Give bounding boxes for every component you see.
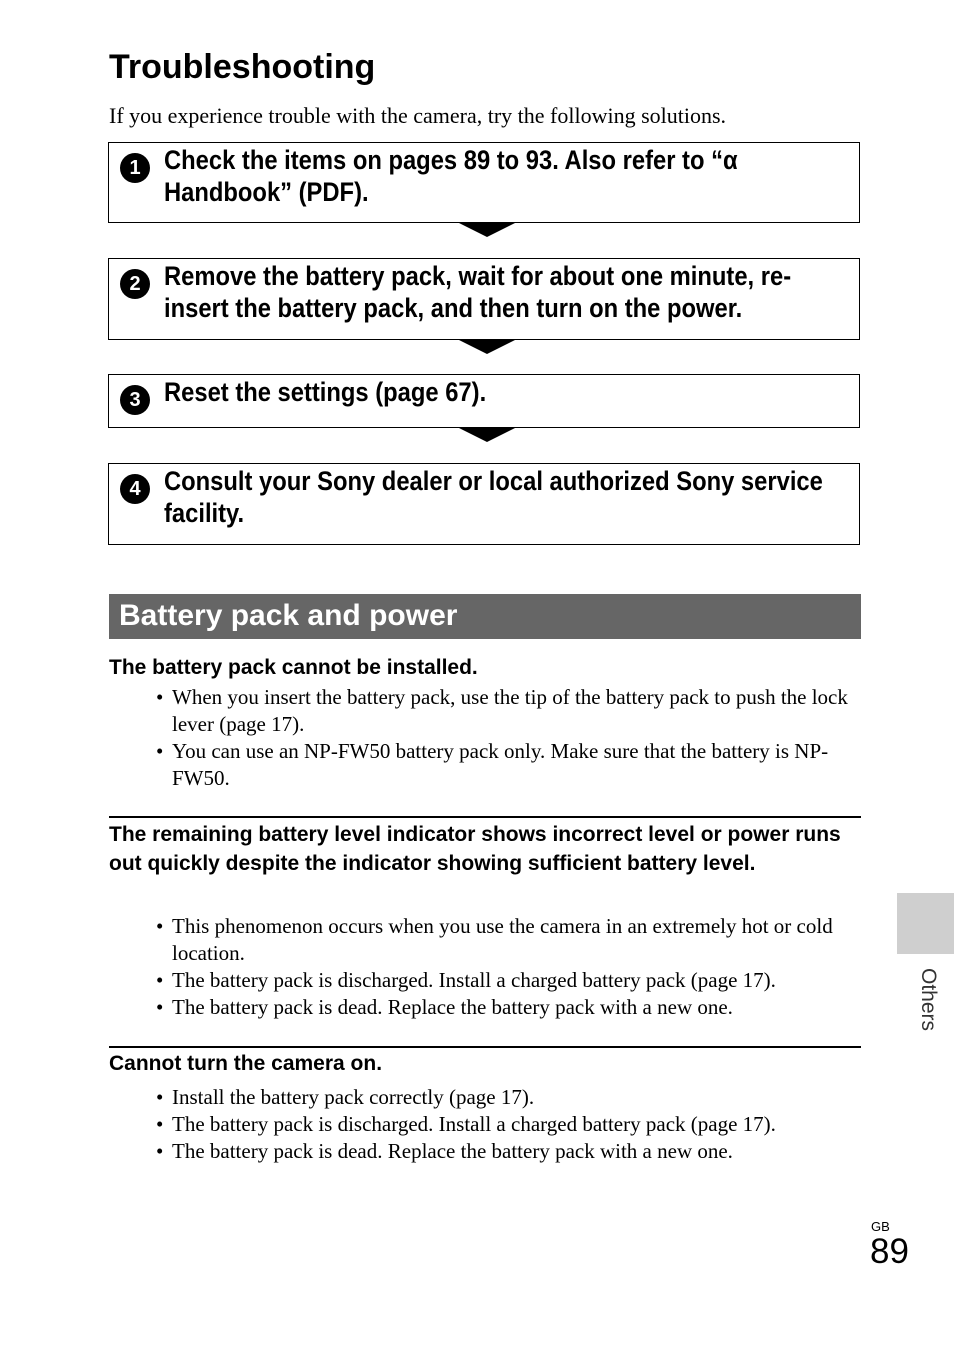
solution-item: • When you insert the battery pack, use the tip of the battery pack to push the lock lever (page 17). (156, 684, 856, 738)
solution-item: • You can use an NP-FW50 battery pack only. Make sure that the battery is NP-FW50. (156, 738, 856, 792)
solution-item: • This phenomenon occurs when you use the camera in an extremely hot or cold location. (156, 913, 856, 967)
solution-item: • The battery pack is discharged. Install a charged battery pack (page 17). (156, 1111, 856, 1138)
step-text: Reset the settings (page 67). (164, 377, 487, 407)
intro-text: If you experience trouble with the camera, try the following solutions. (109, 103, 727, 128)
section-index-tab (897, 893, 954, 954)
down-arrow-icon (459, 223, 515, 237)
side-tab-label: Others (917, 968, 940, 1032)
section-header-bar (109, 594, 861, 639)
step-text: Consult your Sony dealer or local authorized Sony service facility. (164, 466, 823, 528)
step-box-1 (108, 142, 860, 223)
step-box-2 (108, 258, 860, 340)
divider (109, 816, 861, 818)
solution-list (156, 913, 856, 1021)
down-arrow-icon (459, 428, 515, 442)
solution-list (156, 684, 856, 792)
step-number-icon: 2 (120, 269, 150, 299)
step-text: Check the items on pages 89 to 93. Also refer to “α Handbook” (PDF). (164, 145, 738, 207)
solution-item: • The battery pack is dead. Replace the battery pack with a new one. (156, 994, 856, 1021)
down-arrow-icon (459, 340, 515, 354)
step-number-icon: 3 (120, 385, 150, 415)
divider (109, 1046, 861, 1048)
solution-item: • Install the battery pack correctly (page 17). (156, 1084, 856, 1111)
page-number: 89 (870, 1232, 909, 1271)
step-number-icon: 1 (120, 153, 150, 183)
step-text: Remove the battery pack, wait for about one minute, re-insert the battery pack, and then turn on the power. (164, 261, 792, 323)
step-box-4 (108, 463, 860, 545)
section-title: Battery pack and power (119, 599, 458, 632)
issue-heading: The battery pack cannot be installed. (109, 656, 478, 679)
solution-item: • The battery pack is dead. Replace the battery pack with a new one. (156, 1138, 856, 1165)
step-box-3 (108, 374, 860, 428)
issue-heading: Cannot turn the camera on. (109, 1052, 383, 1075)
page-title: Troubleshooting (109, 48, 376, 86)
solution-list (156, 1084, 856, 1165)
region-code: GB (871, 1219, 890, 1234)
issue-heading: The remaining battery level indicator shows incorrect level or power runs out quickly despite the indicator showing sufficient battery level. (109, 823, 841, 875)
solution-item: • The battery pack is discharged. Install a charged battery pack (page 17). (156, 967, 856, 994)
step-number-icon: 4 (120, 474, 150, 504)
